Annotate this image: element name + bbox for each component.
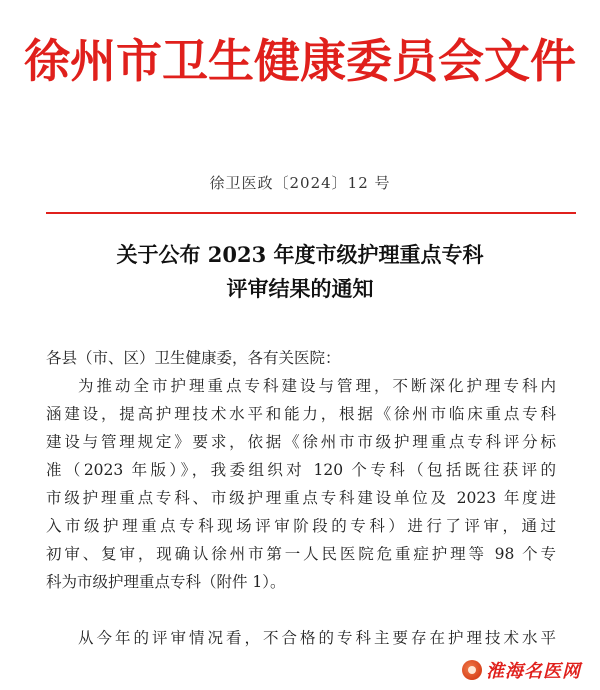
clover-logo-icon [462,660,482,680]
watermark-text: 淮海名医网 [486,661,581,682]
body-paragraph-1-line-7: 初审、复审，现确认徐州市第一人民医院危重症护理等 98 个专 [46,545,556,563]
body-paragraph-1-line-5: 市级护理重点专科、市级护理重点专科建设单位及 2023 年度进 [46,489,556,507]
document-header-title: 徐州市卫生健康委员会文件 [24,34,576,88]
body-paragraph-2-line-1: 从今年的评审情况看，不合格的专科主要存在护理技术水平 [78,629,556,647]
notice-title [0,238,600,306]
red-divider-line [46,212,576,214]
body-paragraph-1-line-6: 入市级护理重点专科现场评审阶段的专科）进行了评审，通过 [46,517,556,535]
notice-title-line-1: 关于公布 2023 年度市级护理重点专科 [116,242,484,267]
body-paragraph-1-line-4: 准（2023 年版）》，我委组织对 120 个专科（包括既往获评的 [46,461,556,479]
body-paragraph-1-line-3: 建设与管理规定》要求，依据《徐州市市级护理重点专科评分标 [46,433,556,451]
body-paragraph-1-line-1: 为推动全市护理重点专科建设与管理，不断深化护理专科内 [78,377,556,395]
salutation: 各县（市、区）卫生健康委，各有关医院： [46,349,341,367]
document-number: 徐卫医政〔2024〕12 号 [209,174,391,192]
notice-title-line-2: 评审结果的通知 [226,276,374,301]
body-paragraph-1-line-8: 科为市级护理重点专科（附件 1）。 [46,573,286,591]
site-watermark [462,656,581,684]
body-paragraph-1-line-2: 涵建设，提高护理技术水平和能力，根据《徐州市临床重点专科 [46,405,556,423]
